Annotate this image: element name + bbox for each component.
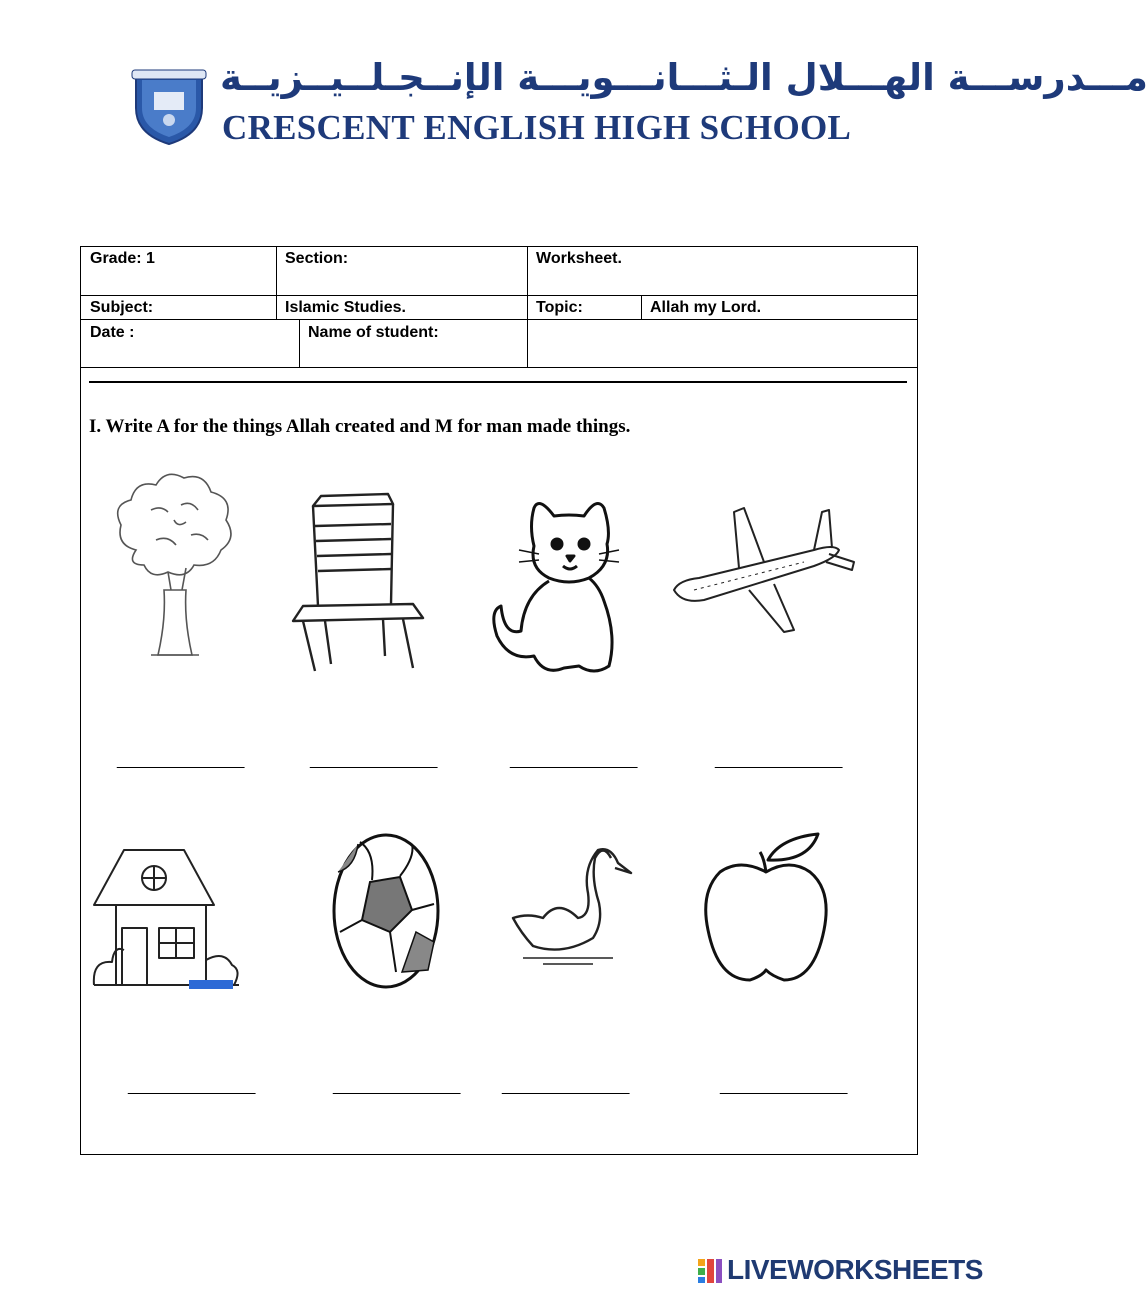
answer-blank-apple[interactable]: ________________ (720, 1078, 847, 1095)
ball-icon (330, 832, 442, 990)
student-name-label[interactable]: Name of student: (308, 324, 439, 341)
school-name-english: CRESCENT ENGLISH HIGH SCHOOL (222, 108, 852, 147)
answer-blank-tree[interactable]: ________________ (117, 752, 244, 769)
school-crest-logo (128, 64, 210, 146)
school-name-arabic: مـــدرســـة الهـــلال الـثـــانـــويـــة الإنــجـلــيــزيــة (220, 56, 1148, 99)
liveworksheets-logo[interactable] (697, 1254, 997, 1288)
tree-icon (96, 450, 254, 690)
liveworksheets-icon (697, 1258, 723, 1284)
table-divider (276, 295, 277, 319)
subject-value: Islamic Studies. (285, 299, 406, 316)
table-divider (299, 319, 300, 367)
cat-icon (479, 486, 637, 686)
topic-label: Topic: (536, 299, 583, 316)
chair-icon (263, 486, 453, 686)
answer-blank-airplane[interactable]: ________________ (715, 752, 842, 769)
table-divider (81, 295, 917, 296)
table-divider (81, 367, 917, 368)
answer-blank-cat[interactable]: ________________ (510, 752, 637, 769)
answer-blank-house[interactable]: ________________ (128, 1078, 255, 1095)
subject-label: Subject: (90, 299, 154, 316)
answer-blank-ball[interactable]: ________________ (333, 1078, 460, 1095)
airplane-icon (664, 462, 884, 657)
grade-label: Grade: 1 (90, 250, 155, 267)
date-label[interactable]: Date : (90, 324, 135, 341)
topic-value: Allah my Lord. (650, 299, 762, 316)
table-divider (641, 295, 642, 319)
section-label[interactable]: Section: (285, 250, 349, 267)
table-divider (527, 247, 528, 367)
question-instruction: I. Write A for the things Allah created and M for man made things. (89, 416, 631, 437)
answer-blank-swan[interactable]: ________________ (502, 1078, 629, 1095)
liveworksheets-brand: LIVEWORKSHEETS (727, 1254, 983, 1285)
worksheet-label: Worksheet. (536, 250, 622, 267)
table-divider (276, 247, 277, 295)
table-divider (81, 319, 917, 320)
house-icon (94, 840, 244, 995)
apple-icon (700, 830, 832, 988)
answer-blank-chair[interactable]: ________________ (310, 752, 437, 769)
swan-icon (503, 838, 635, 970)
section-separator (89, 381, 907, 383)
